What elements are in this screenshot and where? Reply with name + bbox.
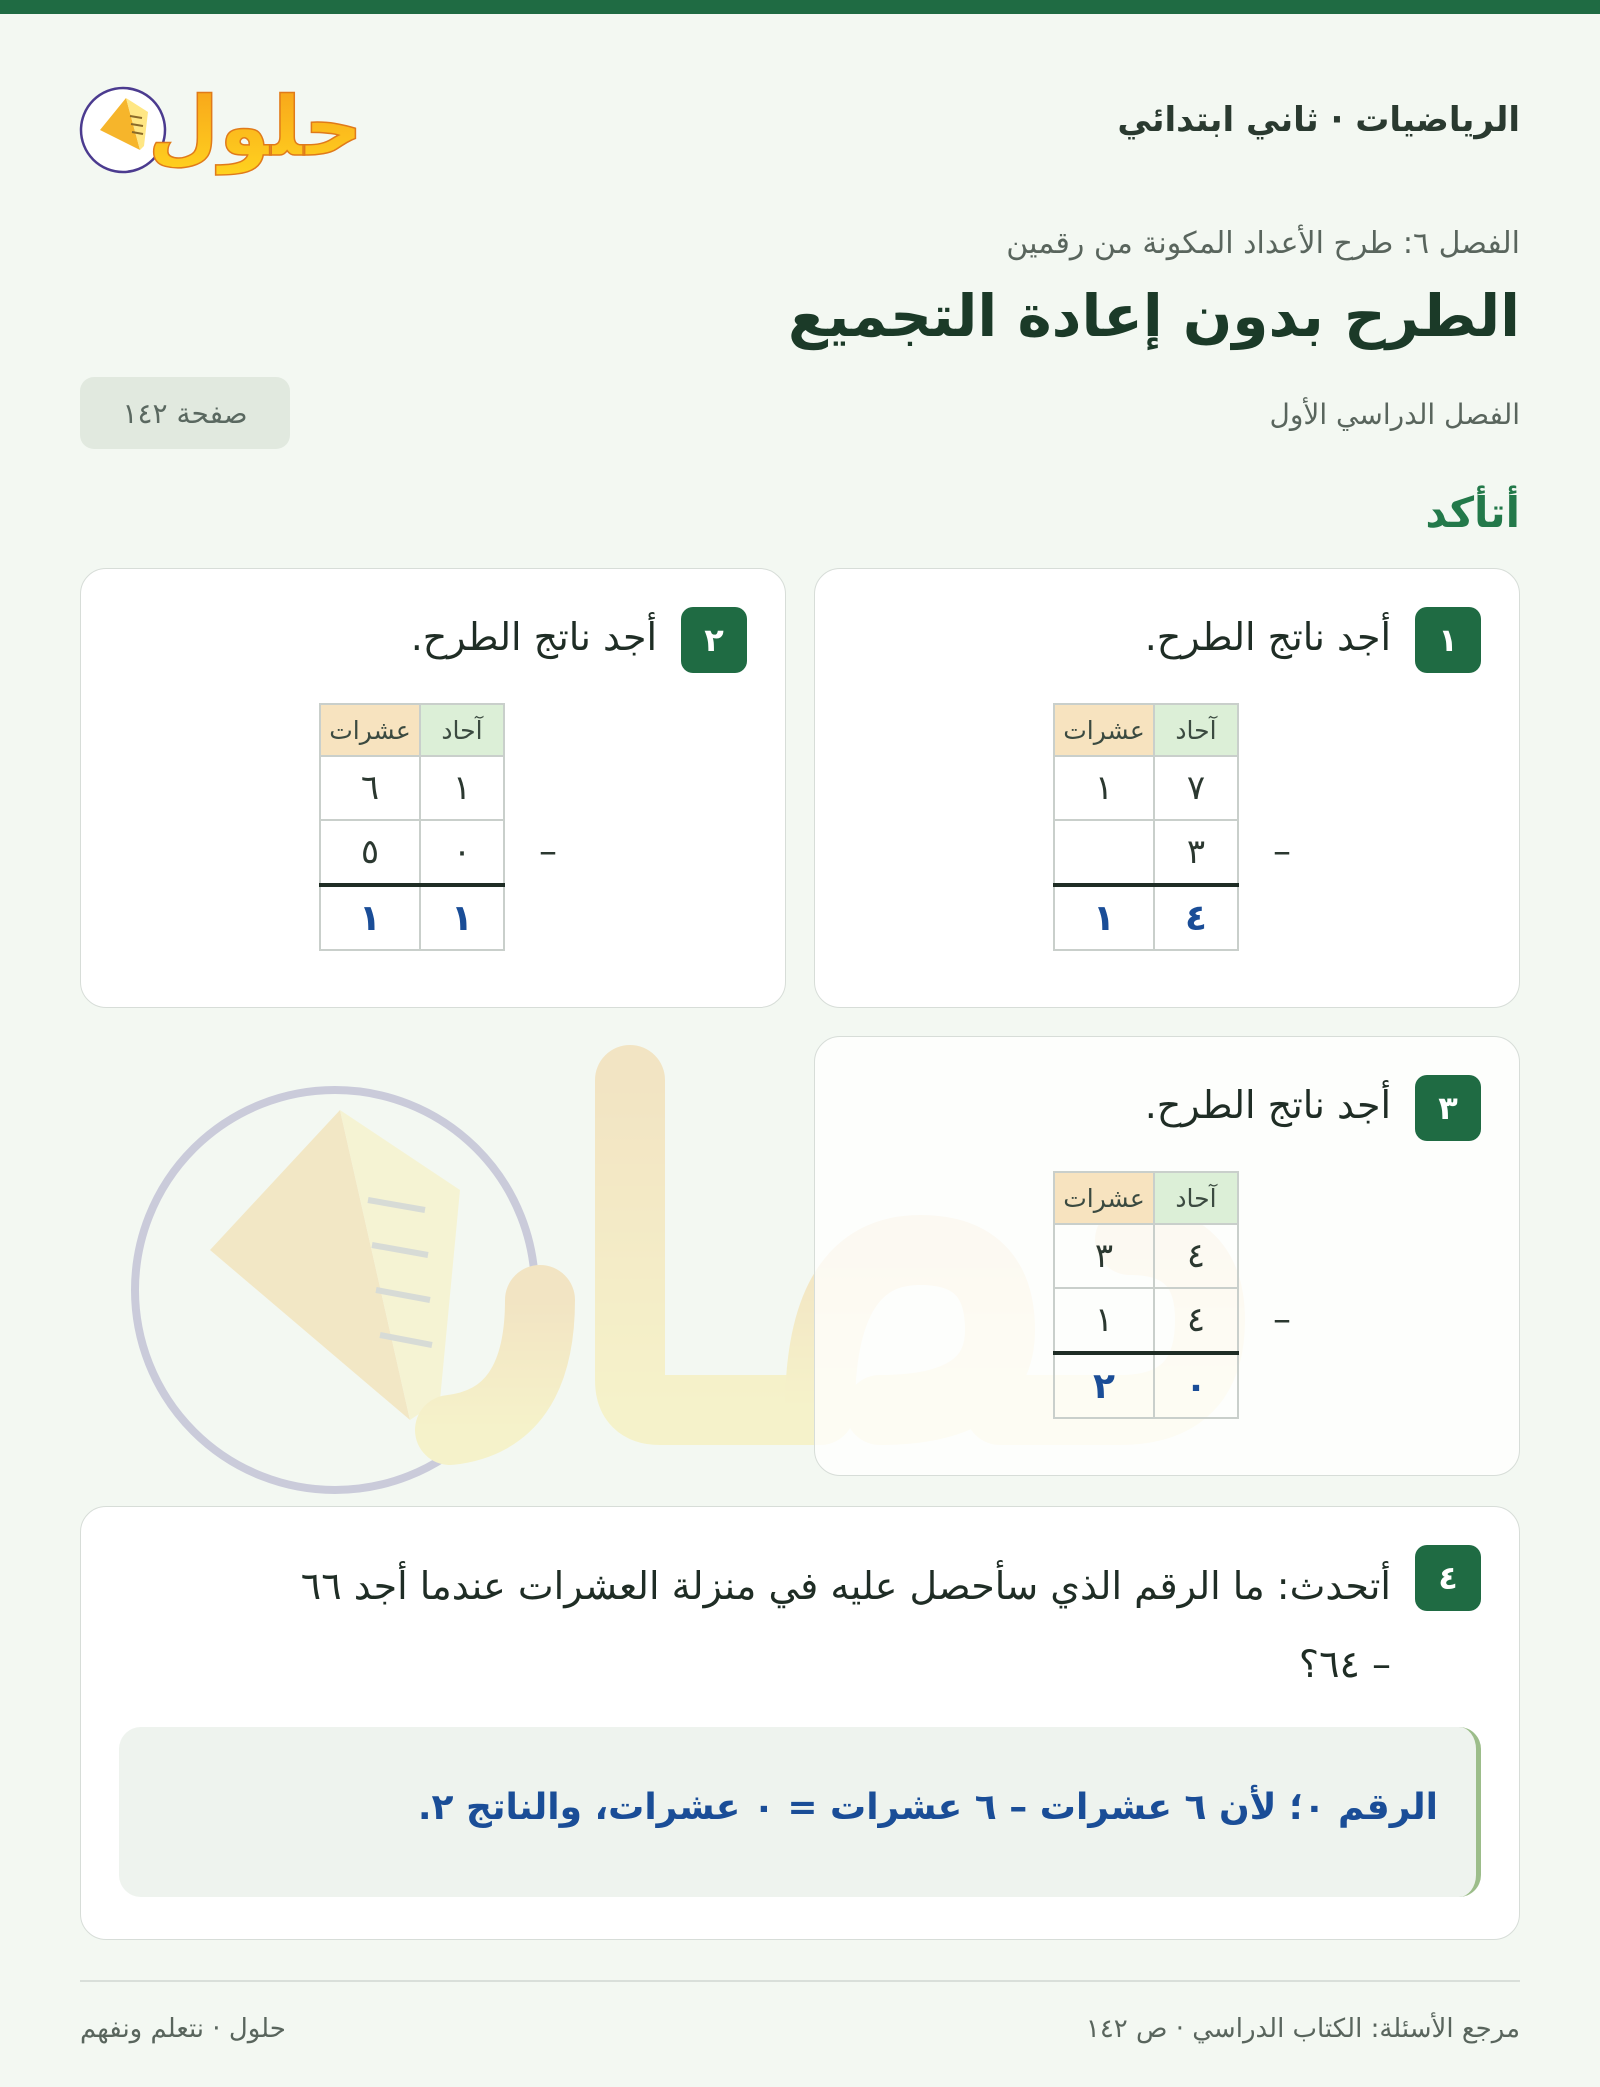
talk-question-card [80, 1506, 1520, 1940]
page-badge: صفحة ١٤٢ [80, 377, 290, 449]
result-ones: ٠ [1154, 1353, 1238, 1418]
result-ones: ١ [420, 885, 504, 950]
tens-header: عشرات [1054, 704, 1154, 756]
logo-wordmark: حلول [147, 80, 363, 175]
subtrahend-tens: ١ [1054, 1288, 1154, 1353]
footer-divider [80, 1980, 1520, 1982]
subtrahend-tens: ٥ [320, 820, 420, 885]
place-value-table [1053, 703, 1239, 951]
minuend-ones: ١ [420, 756, 504, 820]
subtrahend-ones: ٣ [1154, 820, 1238, 885]
chapter-title: الفصل ٦: طرح الأعداد المكونة من رقمين [1006, 226, 1520, 261]
place-value-table [1053, 1171, 1239, 1419]
place-value-table [319, 703, 505, 951]
minuend-ones: ٤ [1154, 1224, 1238, 1288]
footer-brand: حلول · نتعلم ونفهم [80, 2014, 286, 2044]
minuend-ones: ٧ [1154, 756, 1238, 820]
question-number-badge: ٢ [681, 607, 747, 673]
minus-sign: – [1273, 831, 1291, 872]
question-prompt: أجد ناتج الطرح. [1144, 1083, 1391, 1127]
tens-header: عشرات [1054, 1172, 1154, 1224]
question-number-badge: ٤ [1415, 1545, 1481, 1611]
minuend-tens: ٣ [1054, 1224, 1154, 1288]
section-title: أتأكد [1425, 488, 1520, 537]
question-number-badge: ٣ [1415, 1075, 1481, 1141]
talk-question-text: أتحدث: ما الرقم الذي سأحصل عليه في منزلة العشرات عندما أجد ٦٦ – ٦٤؟ [300, 1564, 1391, 1686]
subtrahend-ones: ٠ [420, 820, 504, 885]
minuend-tens: ٦ [320, 756, 420, 820]
top-accent-bar [0, 0, 1600, 14]
minus-sign: – [1273, 1299, 1291, 1340]
subtrahend-tens [1054, 820, 1154, 885]
question-card-1 [814, 568, 1520, 1008]
result-ones: ٤ [1154, 885, 1238, 950]
subject-grade: الرياضيات · ثاني ابتدائي [1117, 100, 1520, 140]
result-tens: ١ [1054, 885, 1154, 950]
footer-reference: مرجع الأسئلة: الكتاب الدراسي · ص ١٤٢ [1085, 2014, 1520, 2044]
subtrahend-ones: ٤ [1154, 1288, 1238, 1353]
answer-box [119, 1727, 1481, 1897]
question-number-badge: ١ [1415, 607, 1481, 673]
answer-text: الرقم ٠؛ لأن ٦ عشرات – ٦ عشرات = ٠ عشرات، والناتج ٢. [417, 1787, 1438, 1828]
tens-header: عشرات [320, 704, 420, 756]
result-tens: ١ [320, 885, 420, 950]
question-prompt: أجد ناتج الطرح. [1144, 615, 1391, 659]
minuend-tens: ١ [1054, 756, 1154, 820]
question-prompt: أجد ناتج الطرح. [410, 615, 657, 659]
lesson-title: الطرح بدون إعادة التجميع [787, 282, 1520, 350]
minus-sign: – [539, 831, 557, 872]
question-card-2 [80, 568, 786, 1008]
result-tens: ٢ [1054, 1353, 1154, 1418]
semester-label: الفصل الدراسي الأول [1269, 398, 1520, 431]
ones-header: آحاد [1154, 704, 1238, 756]
hulul-logo [78, 60, 368, 180]
ones-header: آحاد [1154, 1172, 1238, 1224]
ones-header: آحاد [420, 704, 504, 756]
question-card-3 [814, 1036, 1520, 1476]
